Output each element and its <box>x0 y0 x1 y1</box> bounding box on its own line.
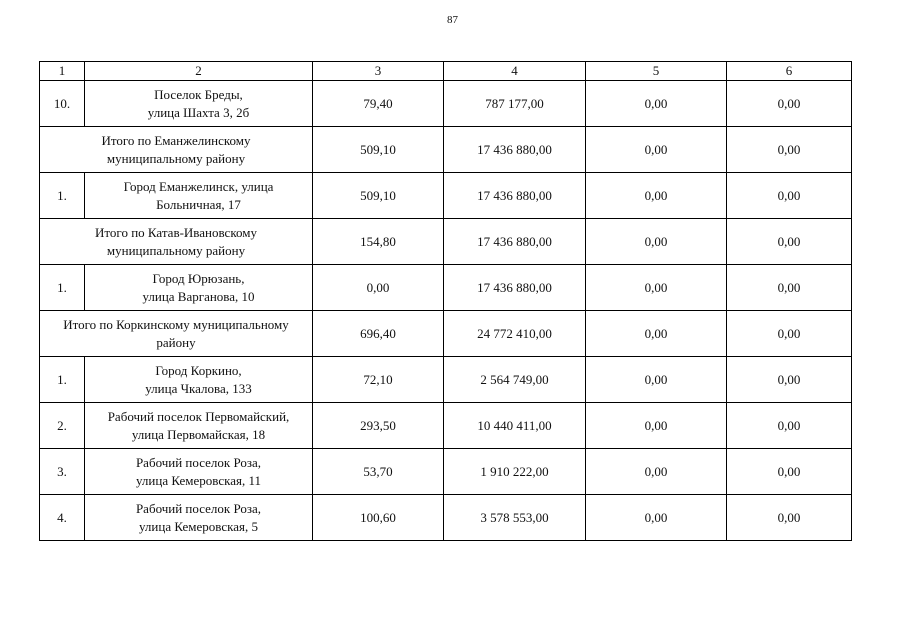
column-header: 4 <box>444 62 586 81</box>
total-row <box>40 219 852 265</box>
column-header: 5 <box>586 62 727 81</box>
address-cell <box>40 311 313 357</box>
value-cell-col6: 0,00 <box>727 265 852 311</box>
table-row <box>40 357 852 403</box>
value-cell-col5: 0,00 <box>586 449 727 495</box>
header-row <box>40 62 852 81</box>
value-cell-col4: 17 436 880,00 <box>444 219 586 265</box>
value-cell-col6: 0,00 <box>727 449 852 495</box>
address-cell <box>85 495 313 541</box>
value-cell-col6: 0,00 <box>727 127 852 173</box>
address-line: улица Шахта 3, 2б <box>147 104 250 120</box>
address-cell <box>40 127 313 173</box>
value-cell-col6: 0,00 <box>727 173 852 219</box>
table-row <box>40 449 852 495</box>
address-line: Поселок Бреды, <box>154 86 243 102</box>
address-line: Итого по Катав-Ивановскому <box>95 224 257 240</box>
value-cell-col6: 0,00 <box>727 81 852 127</box>
value-cell-col3: 154,80 <box>313 219 444 265</box>
value-cell-col4: 10 440 411,00 <box>444 403 586 449</box>
value-cell-col5: 0,00 <box>586 81 727 127</box>
page-number: 87 <box>447 14 458 26</box>
address-line: Больничная, 17 <box>156 196 241 212</box>
value-cell-col4: 24 772 410,00 <box>444 311 586 357</box>
value-cell-col5: 0,00 <box>586 357 727 403</box>
value-cell-col3: 696,40 <box>313 311 444 357</box>
value-cell-col5: 0,00 <box>586 495 727 541</box>
value-cell-col3: 79,40 <box>313 81 444 127</box>
value-cell-col4: 2 564 749,00 <box>444 357 586 403</box>
table-row <box>40 81 852 127</box>
row-number-cell: 1. <box>40 265 85 311</box>
row-number-cell: 1. <box>40 357 85 403</box>
table-row <box>40 403 852 449</box>
address-line: улица Кемеровская, 11 <box>135 472 261 488</box>
value-cell-col6: 0,00 <box>727 311 852 357</box>
address-cell <box>40 219 313 265</box>
column-header: 6 <box>727 62 852 81</box>
address-line: Итого по Еманжелинскому <box>101 132 251 148</box>
address-cell <box>85 403 313 449</box>
address-cell <box>85 81 313 127</box>
total-row <box>40 127 852 173</box>
value-cell-col3: 293,50 <box>313 403 444 449</box>
value-cell-col3: 509,10 <box>313 127 444 173</box>
address-line: Рабочий поселок Роза, <box>135 500 262 516</box>
row-number-cell: 4. <box>40 495 85 541</box>
column-header: 1 <box>40 62 85 81</box>
address-line: Рабочий поселок Первомайский, <box>107 408 290 424</box>
value-cell-col5: 0,00 <box>586 311 727 357</box>
address-line: улица Первомайская, 18 <box>131 426 266 442</box>
address-line: Город Коркино, <box>155 362 242 378</box>
value-cell-col4: 787 177,00 <box>444 81 586 127</box>
address-line: муниципальному району <box>106 242 246 258</box>
value-cell-col6: 0,00 <box>727 219 852 265</box>
address-cell <box>85 265 313 311</box>
value-cell-col3: 53,70 <box>313 449 444 495</box>
value-cell-col4: 17 436 880,00 <box>444 127 586 173</box>
address-line: улица Варганова, 10 <box>142 288 255 304</box>
column-header: 3 <box>313 62 444 81</box>
value-cell-col3: 72,10 <box>313 357 444 403</box>
value-cell-col3: 100,60 <box>313 495 444 541</box>
value-cell-col4: 3 578 553,00 <box>444 495 586 541</box>
data-table <box>39 61 852 541</box>
value-cell-col6: 0,00 <box>727 357 852 403</box>
address-line: району <box>156 334 196 350</box>
value-cell-col5: 0,00 <box>586 219 727 265</box>
row-number-cell: 2. <box>40 403 85 449</box>
row-number-cell: 10. <box>40 81 85 127</box>
address-line: улица Чкалова, 133 <box>145 380 252 396</box>
address-line: Город Еманжелинск, улица <box>123 178 274 194</box>
value-cell-col3: 0,00 <box>313 265 444 311</box>
value-cell-col6: 0,00 <box>727 403 852 449</box>
table-row <box>40 495 852 541</box>
value-cell-col5: 0,00 <box>586 403 727 449</box>
table-row <box>40 173 852 219</box>
address-cell <box>85 357 313 403</box>
address-line: Рабочий поселок Роза, <box>135 454 262 470</box>
row-number-cell: 1. <box>40 173 85 219</box>
column-header: 2 <box>85 62 313 81</box>
total-row <box>40 311 852 357</box>
address-line: Итого по Коркинскому муниципальному <box>63 316 289 332</box>
address-line: Город Юрюзань, <box>152 270 245 286</box>
address-line: муниципальному району <box>106 150 246 166</box>
address-cell <box>85 173 313 219</box>
table-row <box>40 265 852 311</box>
address-line: улица Кемеровская, 5 <box>139 518 258 534</box>
value-cell-col4: 17 436 880,00 <box>444 265 586 311</box>
value-cell-col5: 0,00 <box>586 173 727 219</box>
value-cell-col3: 509,10 <box>313 173 444 219</box>
value-cell-col6: 0,00 <box>727 495 852 541</box>
value-cell-col5: 0,00 <box>586 127 727 173</box>
value-cell-col5: 0,00 <box>586 265 727 311</box>
address-cell <box>85 449 313 495</box>
value-cell-col4: 17 436 880,00 <box>444 173 586 219</box>
value-cell-col4: 1 910 222,00 <box>444 449 586 495</box>
row-number-cell: 3. <box>40 449 85 495</box>
